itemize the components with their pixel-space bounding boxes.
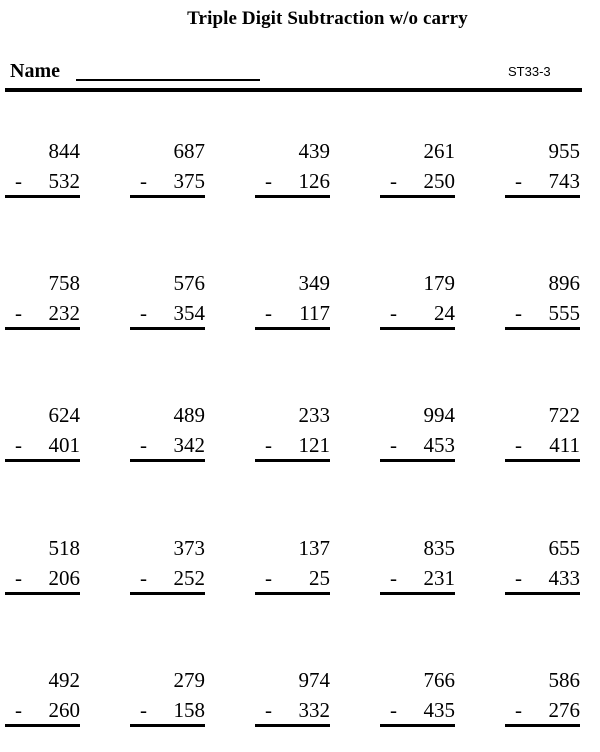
subtrahend: 453 (423, 433, 455, 457)
subtrahend: 117 (299, 301, 330, 325)
minus-sign: - (515, 433, 522, 457)
minus-sign: - (515, 566, 522, 590)
answer-line (130, 327, 205, 330)
minuend: 655 (548, 536, 580, 560)
minus-sign: - (140, 301, 147, 325)
subtraction-problem (380, 139, 455, 201)
subtrahend: 375 (173, 169, 205, 193)
minuend: 489 (173, 403, 205, 427)
answer-line (5, 724, 80, 727)
minus-sign: - (390, 433, 397, 457)
minuend: 955 (548, 139, 580, 163)
answer-line (505, 724, 580, 727)
subtraction-problem (130, 536, 205, 598)
answer-line (5, 195, 80, 198)
minuend: 233 (298, 403, 330, 427)
minuend: 844 (48, 139, 80, 163)
subtrahend: 250 (423, 169, 455, 193)
subtraction-problem (380, 668, 455, 730)
name-label: Name (10, 60, 60, 82)
subtraction-problem (130, 668, 205, 730)
minuend: 179 (423, 271, 455, 295)
minus-sign: - (515, 698, 522, 722)
subtrahend: 433 (548, 566, 580, 590)
subtrahend: 435 (423, 698, 455, 722)
subtrahend: 354 (173, 301, 205, 325)
subtraction-problem (505, 403, 580, 465)
subtrahend: 231 (423, 566, 455, 590)
minuend: 518 (48, 536, 80, 560)
subtraction-problem (5, 271, 80, 333)
answer-line (505, 327, 580, 330)
subtraction-problem (505, 668, 580, 730)
minuend: 835 (423, 536, 455, 560)
minuend: 758 (48, 271, 80, 295)
minuend: 687 (173, 139, 205, 163)
minus-sign: - (265, 566, 272, 590)
subtrahend: 342 (173, 433, 205, 457)
minus-sign: - (390, 301, 397, 325)
subtrahend: 260 (48, 698, 80, 722)
answer-line (380, 592, 455, 595)
minus-sign: - (15, 566, 22, 590)
minuend: 624 (48, 403, 80, 427)
minuend: 261 (423, 139, 455, 163)
minuend: 492 (48, 668, 80, 692)
subtraction-problem (5, 403, 80, 465)
minuend: 766 (423, 668, 455, 692)
minus-sign: - (265, 169, 272, 193)
worksheet-title: Triple Digit Subtraction w/o carry (187, 8, 468, 29)
name-underline (76, 79, 260, 81)
answer-line (380, 327, 455, 330)
minus-sign: - (140, 566, 147, 590)
subtrahend: 126 (298, 169, 330, 193)
subtraction-problem (380, 271, 455, 333)
subtraction-problem (380, 403, 455, 465)
subtraction-problem (5, 536, 80, 598)
subtraction-problem (130, 271, 205, 333)
minus-sign: - (390, 169, 397, 193)
subtrahend: 206 (48, 566, 80, 590)
minuend: 137 (298, 536, 330, 560)
answer-line (255, 459, 330, 462)
minuend: 722 (548, 403, 580, 427)
answer-line (130, 195, 205, 198)
subtrahend: 743 (548, 169, 580, 193)
answer-line (130, 592, 205, 595)
answer-line (255, 592, 330, 595)
subtraction-problem (255, 139, 330, 201)
subtrahend: 158 (173, 698, 205, 722)
answer-line (380, 724, 455, 727)
subtraction-problem (380, 536, 455, 598)
minuend: 576 (173, 271, 205, 295)
answer-line (505, 195, 580, 198)
subtrahend: 121 (298, 433, 330, 457)
minus-sign: - (15, 301, 22, 325)
minus-sign: - (515, 301, 522, 325)
minus-sign: - (140, 169, 147, 193)
answer-line (380, 459, 455, 462)
subtrahend: 401 (48, 433, 80, 457)
answer-line (255, 195, 330, 198)
minuend: 439 (298, 139, 330, 163)
subtraction-problem (130, 139, 205, 201)
answer-line (255, 327, 330, 330)
subtrahend: 555 (548, 301, 580, 325)
subtrahend: 232 (48, 301, 80, 325)
subtrahend: 532 (48, 169, 80, 193)
header-rule (5, 88, 582, 92)
answer-line (130, 724, 205, 727)
subtraction-problem (5, 139, 80, 201)
subtrahend: 24 (434, 301, 455, 325)
subtraction-problem (255, 271, 330, 333)
subtraction-problem (505, 139, 580, 201)
minuend: 896 (548, 271, 580, 295)
subtraction-problem (130, 403, 205, 465)
subtrahend: 411 (549, 433, 580, 457)
answer-line (5, 327, 80, 330)
subtraction-problem (5, 668, 80, 730)
answer-line (505, 459, 580, 462)
answer-line (5, 459, 80, 462)
subtraction-problem (255, 403, 330, 465)
minuend: 349 (298, 271, 330, 295)
answer-line (380, 195, 455, 198)
minus-sign: - (15, 433, 22, 457)
subtraction-problem (505, 271, 580, 333)
subtrahend: 276 (548, 698, 580, 722)
minus-sign: - (265, 698, 272, 722)
subtraction-problem (255, 536, 330, 598)
minuend: 994 (423, 403, 455, 427)
minus-sign: - (140, 698, 147, 722)
subtrahend: 332 (298, 698, 330, 722)
minus-sign: - (265, 301, 272, 325)
minus-sign: - (515, 169, 522, 193)
answer-line (505, 592, 580, 595)
minuend: 586 (548, 668, 580, 692)
minuend: 279 (173, 668, 205, 692)
minus-sign: - (15, 698, 22, 722)
minus-sign: - (15, 169, 22, 193)
answer-line (5, 592, 80, 595)
answer-line (130, 459, 205, 462)
minuend: 974 (298, 668, 330, 692)
answer-line (255, 724, 330, 727)
subtrahend: 25 (309, 566, 330, 590)
minuend: 373 (173, 536, 205, 560)
subtraction-problem (505, 536, 580, 598)
minus-sign: - (390, 698, 397, 722)
sheet-id: ST33-3 (508, 64, 551, 79)
minus-sign: - (140, 433, 147, 457)
subtraction-problem (255, 668, 330, 730)
minus-sign: - (265, 433, 272, 457)
minus-sign: - (390, 566, 397, 590)
subtrahend: 252 (173, 566, 205, 590)
